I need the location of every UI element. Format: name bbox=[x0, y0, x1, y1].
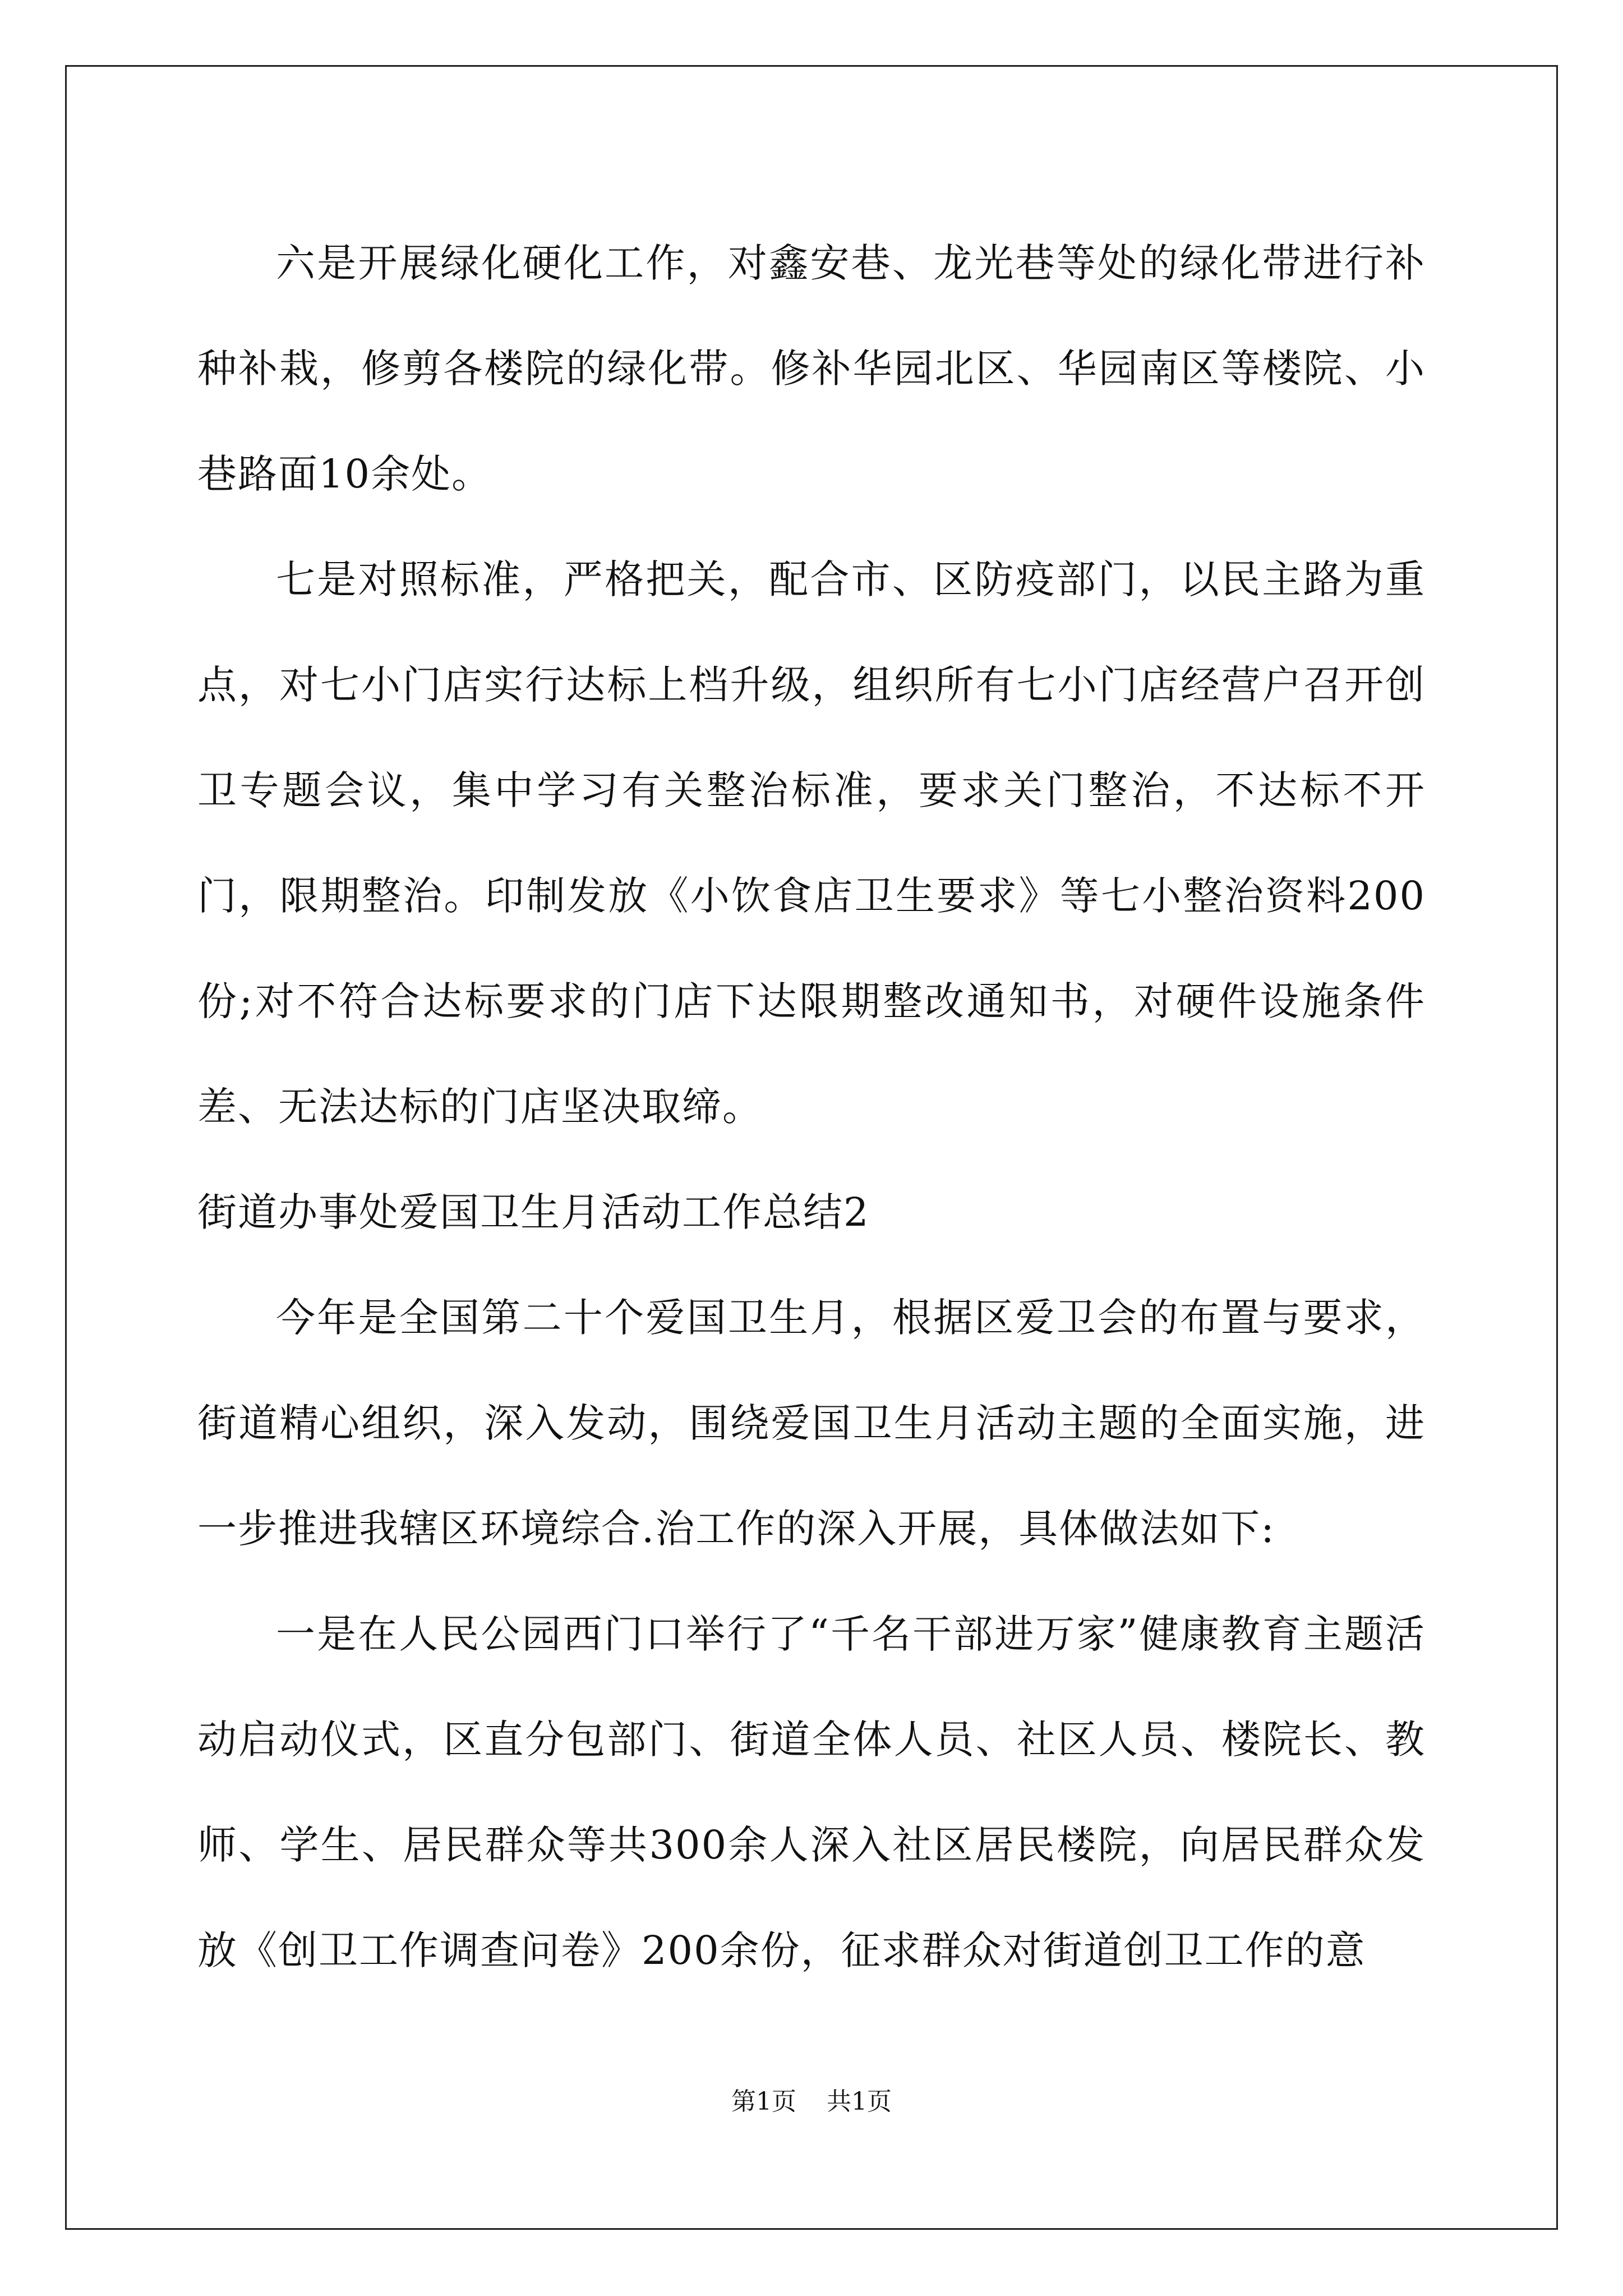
paragraph-six: 六是开展绿化硬化工作，对鑫安巷、龙光巷等处的绿化带进行补种补栽，修剪各楼院的绿化带。修补华园北区、华园南区等楼院、小巷路面10余处。 bbox=[197, 240, 1426, 497]
paragraph-seven: 七是对照标准，严格把关，配合市、区防疫部门，以民主路为重点，对七小门店实行达标上档升级，组织所有七小门店经营户召开创卫专题会议，集中学习有关整治标准，要求关门整治，不达标不开门，限期整治。印制发放《小饮食店卫生要求》等七小整治资料200份;对不符合达标要求的门店下达限期整改通知书，对硬件设施条件差、无法达标的门店坚决取缔。 bbox=[197, 556, 1426, 1130]
paragraph-one: 一是在人民公园西门口举行了“千名干部进万家”健康教育主题活动启动仪式，区直分包部门、街道全体人员、社区人员、楼院长、教师、学生、居民群众等共300余人深入社区居民楼院，向居民群众发放《创卫工作调查问卷》200余份，征求群众对街道创卫工作的意 bbox=[197, 1611, 1426, 1973]
page-number: 第1页 bbox=[731, 2087, 796, 2116]
page-footer bbox=[0, 2081, 1623, 2117]
page-total: 共1页 bbox=[827, 2087, 892, 2116]
paragraph-intro: 今年是全国第二十个爱国卫生月，根据区爱卫会的布置与要求，街道精心组织，深入发动，围绕爱国卫生月活动主题的全面实施，进一步推进我辖区环境综合.治工作的深入开展，具体做法如下: bbox=[197, 1295, 1426, 1552]
document-body bbox=[197, 210, 1426, 2003]
section-title: 街道办事处爱国卫生月活动工作总结2 bbox=[197, 1189, 870, 1235]
